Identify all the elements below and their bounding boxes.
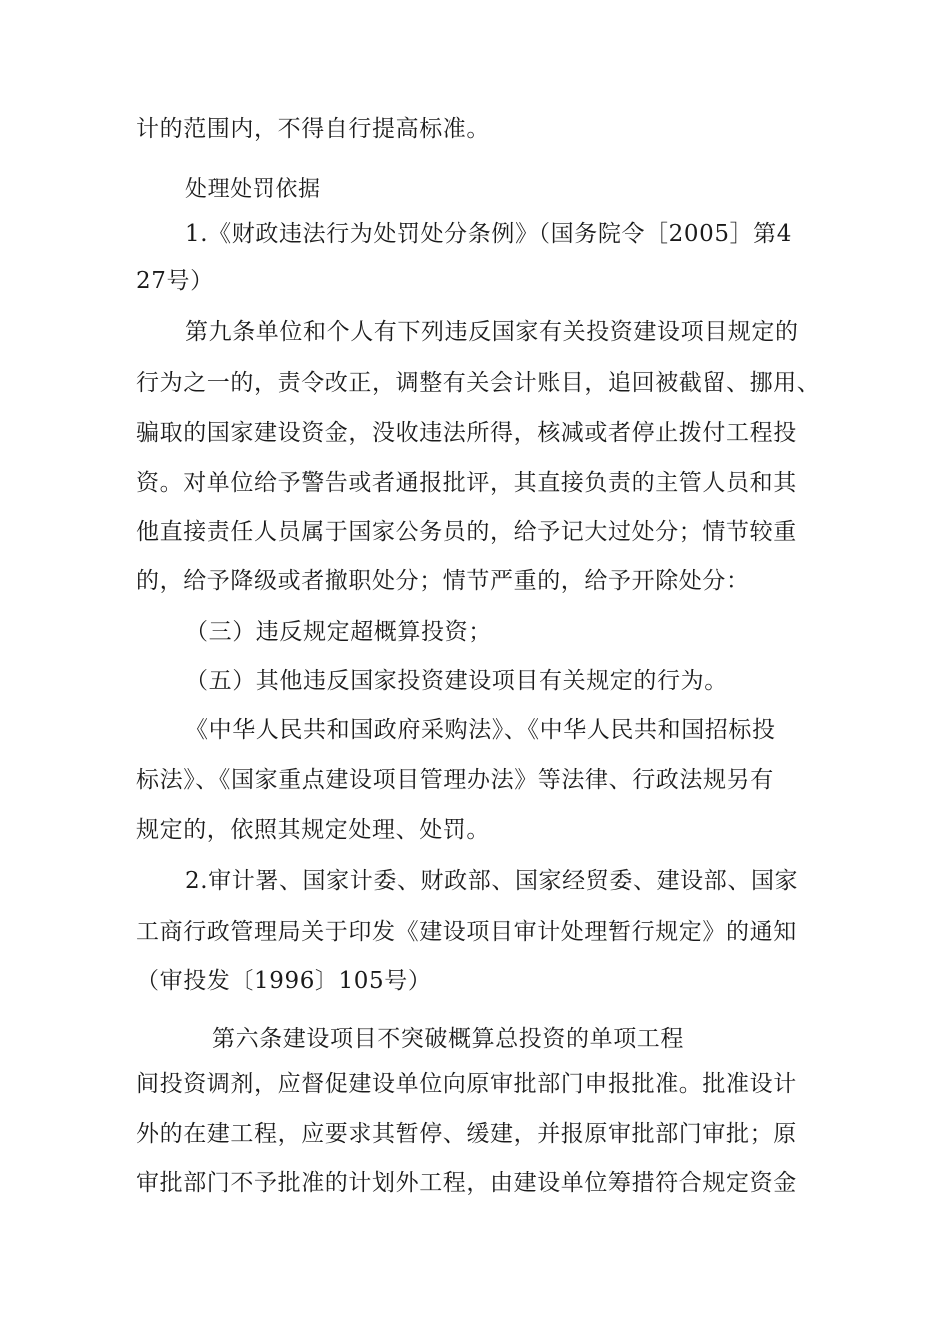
paragraph-line: 第九条单位和个人有下列违反国家有关投资建设项目规定的 xyxy=(185,319,799,345)
paragraph-line: 间投资调剂，应督促建设单位向原审批部门申报批准。批准设计 xyxy=(136,1071,797,1097)
paragraph-line: 标法》、《国家重点建设项目管理办法》等法律、行政法规另有 xyxy=(136,767,774,793)
section-heading: 处理处罚依据 xyxy=(185,177,321,202)
list-item: （五）其他违反国家投资建设项目有关规定的行为。 xyxy=(185,668,728,694)
paragraph-line: 工商行政管理局关于印发《建设项目审计处理暂行规定》的通知 xyxy=(136,919,797,945)
paragraph-line: 计的范围内，不得自行提高标准。 xyxy=(136,116,490,142)
paragraph-line: 规定的，依照其规定处理、处罚。 xyxy=(136,817,490,843)
paragraph-line: 1.《财政违法行为处罚处分条例》（国务院令［2005］第4 xyxy=(185,221,793,247)
paragraph-line: 的，给予降级或者撤职处分；情节严重的，给予开除处分： xyxy=(136,568,750,594)
paragraph-line: （审投发〔1996〕105号） xyxy=(136,968,432,994)
paragraph-line: 2.审计署、国家计委、财政部、国家经贸委、建设部、国家 xyxy=(185,868,799,894)
paragraph-line: 《中华人民共和国政府采购法》、《中华人民共和国招标投 xyxy=(185,717,776,743)
paragraph-line: 骗取的国家建设资金，没收违法所得，核减或者停止拨付工程投 xyxy=(136,420,797,446)
paragraph-line: 他直接责任人员属于国家公务员的，给予记大过处分；情节较重 xyxy=(136,519,797,545)
paragraph-line: 行为之一的，责令改正，调整有关会计账目，追回被截留、挪用、 xyxy=(136,370,821,396)
paragraph-line: 资。对单位给予警告或者通报批评，其直接负责的主管人员和其 xyxy=(136,470,797,496)
paragraph-line: 审批部门不予批准的计划外工程，由建设单位筹措符合规定资金 xyxy=(136,1170,797,1196)
list-item: （三）违反规定超概算投资； xyxy=(185,619,492,645)
paragraph-line: 外的在建工程，应要求其暂停、缓建，并报原审批部门审批；原 xyxy=(136,1121,797,1147)
paragraph-line: 27号） xyxy=(136,268,214,294)
paragraph-line: 第六条建设项目不突破概算总投资的单项工程 xyxy=(212,1026,684,1052)
